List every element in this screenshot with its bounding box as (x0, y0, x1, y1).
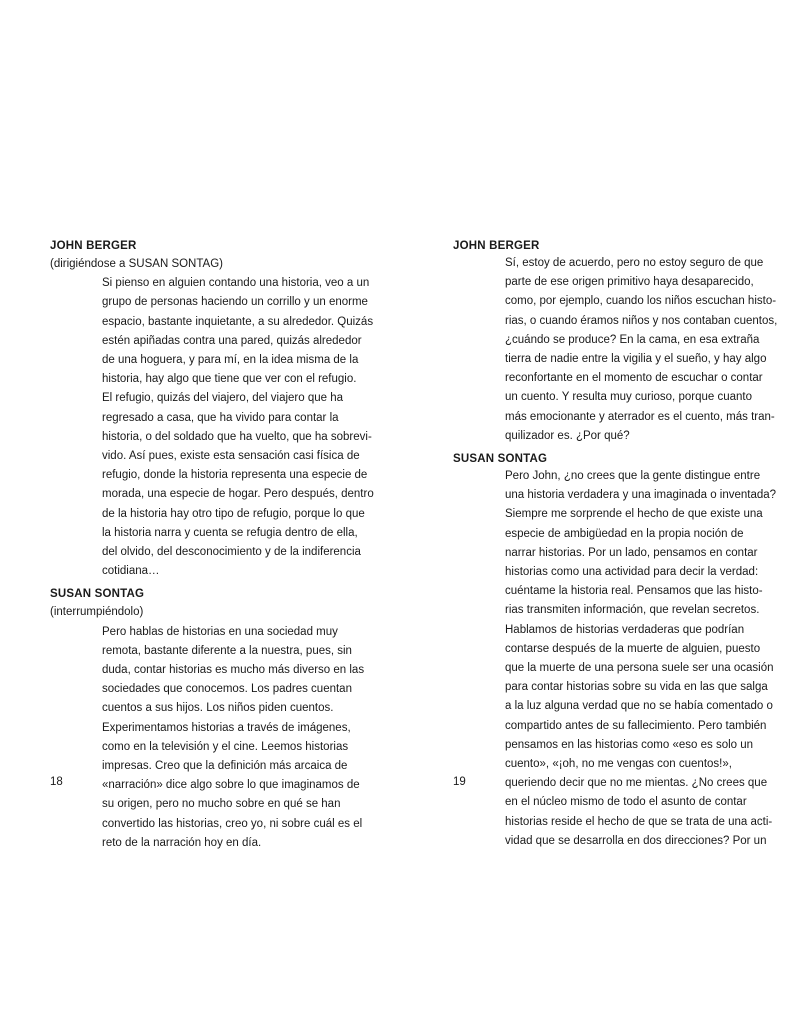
text-line: duda, contar historias es mucho más diverso en las (102, 664, 365, 677)
text-line: regresado a casa, que ha vivido para contar la (102, 411, 339, 424)
text-line: historia, hay algo que tiene que ver con el refugio. (102, 373, 357, 386)
text-line: pensamos en las historias como «eso es solo un (505, 738, 754, 751)
text-line: impresas. Creo que la definición más arcaica de (102, 760, 348, 773)
text-line: vido. Así pues, existe esta sensación casi física de (102, 450, 360, 463)
text-line: ¿cuándo se produce? En la cama, en esa extraña (505, 333, 760, 346)
text-line: un cuento. Y resulta muy curioso, porque cuanto (505, 391, 752, 404)
text-line: Sí, estoy de acuerdo, pero no estoy seguro de que (505, 257, 764, 269)
text-line: cuéntame la historia real. Pensamos que las histo- (505, 585, 763, 598)
text-line: grupo de personas haciendo un corrillo y un enorme (102, 296, 368, 309)
speech-text (102, 623, 380, 853)
text-line: reconfortante en el momento de escuchar o contar (505, 372, 763, 385)
text-line: una historia verdadera y una imaginada o inventada? (505, 489, 777, 502)
text-line: que la muerte de una persona suele ser una ocasión (505, 662, 774, 675)
dialogue-block-john-berger (453, 238, 783, 446)
text-line: como, por ejemplo, cuando los niños escuchan histo- (505, 295, 777, 308)
text-line: espacio, bastante inquietante, a su alrededor. Quizás (102, 315, 374, 328)
page-number-left: 18 (50, 776, 63, 788)
text-line: la historia narra y cuenta se refugia dentro de ella, (102, 526, 358, 539)
text-line: Hablamos de historias verdaderas que podrían (505, 623, 745, 636)
text-line: de una hoguera, y para mí, en la idea misma de la (102, 354, 359, 367)
right-page (453, 238, 783, 856)
text-line: Pero John, ¿no crees que la gente distingue entre (505, 470, 761, 483)
text-line: Pero hablas de historias en una sociedad muy (102, 625, 338, 638)
text-line: estén apiñadas contra una pared, quizás alrededor (102, 334, 362, 347)
text-line: queriendo decir que no me mientas. ¿No crees que (505, 777, 768, 790)
text-line: más emocionante y aterrador es el cuento, más tran- (505, 410, 775, 423)
left-page (50, 238, 380, 858)
text-line: sociedades que conocemos. Los padres cuentan (102, 683, 352, 696)
dialogue-block-john-berger (50, 238, 380, 581)
speaker-name: SUSAN SONTAG (453, 453, 548, 466)
text-line: compartido antes de su fallecimiento. Pero también (505, 719, 767, 732)
text-line: en el núcleo mismo de todo el asunto de contar (505, 796, 747, 809)
dialogue-block-susan-sontag (453, 451, 783, 851)
page-number-right: 19 (453, 776, 466, 788)
text-line: quilizador es. ¿Por qué? (505, 429, 630, 442)
text-line: Experimentamos historias a través de imágenes, (102, 721, 351, 734)
text-line: a la luz alguna verdad que no se había comentado o (505, 700, 773, 713)
text-line: de la historia hay otro tipo de refugio, porque lo que (102, 507, 365, 520)
text-line: historias reside el hecho de que se trata de una acti- (505, 815, 773, 828)
text-line: «narración» dice algo sobre lo que imaginamos de (102, 779, 360, 792)
text-line: refugio, donde la historia representa una especie de (102, 469, 368, 482)
text-line: rias, o cuando éramos niños y nos contaban cuentos, (505, 314, 778, 327)
speech-text (102, 274, 380, 581)
text-line: Siempre me sorprende el hecho de que existe una (505, 508, 763, 521)
speaker-name: JOHN BERGER (453, 240, 540, 252)
stage-direction: (interrumpiéndolo) (50, 606, 144, 619)
text-line: reto de la narración hoy en día. (102, 836, 262, 849)
text-line: cotidiana… (102, 565, 160, 578)
text-line: parte de ese origen primitivo haya desaparecido, (505, 276, 754, 289)
text-line: historia, o del soldado que ha vuelto, que ha sobrevi- (102, 430, 372, 443)
text-line: cuento», «¡oh, no me vengas con cuentos!», (505, 758, 732, 771)
text-line: contarse después de la muerte de alguien, puesto (505, 642, 761, 655)
text-line: su origen, pero no mucho sobre en qué se han (102, 798, 341, 811)
text-line: vidad que se desarrolla en dos direcciones? Por un (505, 834, 767, 847)
text-line: remota, bastante diferente a la nuestra, pues, sin (102, 644, 352, 657)
stage-direction: (dirigiéndose a SUSAN SONTAG) (50, 258, 223, 270)
text-line: tierra de nadie entre la vigilia y el sueño, y hay algo (505, 353, 767, 366)
text-line: narrar historias. Por un lado, pensamos en contar (505, 546, 758, 559)
text-line: Si pienso en alguien contando una historia, veo a un (102, 277, 370, 290)
text-line: El refugio, quizás del viajero, del viajero que ha (102, 392, 344, 405)
text-line: convertido las historias, creo yo, ni sobre cuál es el (102, 817, 363, 830)
speaker-name: SUSAN SONTAG (50, 588, 145, 601)
text-line: rias transmiten información, que revelan secretos. (505, 604, 760, 617)
text-line: del olvido, del desconocimiento y de la indiferencia (102, 546, 361, 559)
text-line: para contar historias sobre su vida en las que salga (505, 681, 768, 694)
speech-text (505, 254, 783, 446)
text-line: morada, una especie de hogar. Pero después, dentro (102, 488, 374, 501)
speaker-name: JOHN BERGER (50, 240, 137, 252)
dialogue-block-susan-sontag (50, 586, 380, 853)
speech-text (505, 467, 783, 851)
text-line: especie de ambigüedad en la propia noción de (505, 527, 744, 540)
text-line: cuentos a sus hijos. Los niños piden cuentos. (102, 702, 334, 715)
text-line: como en la televisión y el cine. Leemos historias (102, 740, 349, 753)
text-line: historias como una actividad para decir la verdad: (505, 566, 759, 579)
